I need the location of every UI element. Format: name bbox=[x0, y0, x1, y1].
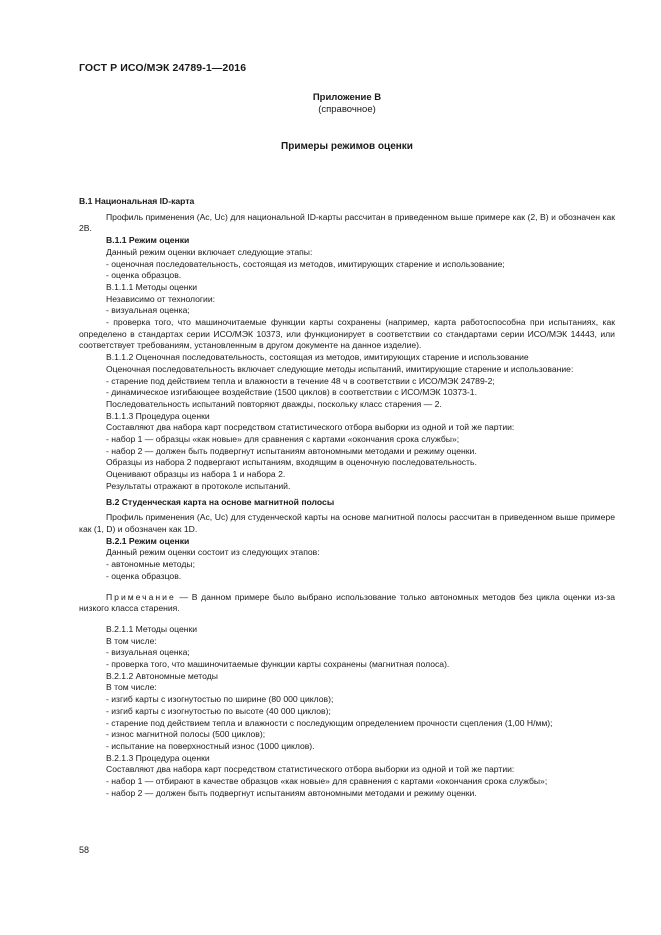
paragraph: - оценочная последовательность, состоящая из методов, имитирующих старение и использование; bbox=[106, 258, 505, 269]
paragraph: - изгиб карты с изогнутостью по высоте (40 000 циклов); bbox=[106, 705, 331, 716]
paragraph: Результаты отражают в протоколе испытаний. bbox=[106, 480, 291, 491]
note-label: Примечание bbox=[106, 591, 176, 602]
paragraph: Профиль применения (Aс, Uс) для студенческой карты на основе магнитной полосы рассчитан в приведенном выше примере как (1, D) и обозначен как 1D. bbox=[79, 512, 615, 534]
paragraph: Независимо от технологии: bbox=[106, 293, 216, 304]
page-number: 58 bbox=[79, 845, 90, 855]
paragraph: - проверка того, что машиночитаемые функции карты сохранены (например, карта работоспособна при испытаниях, как определено в стандартах серии ИСО/МЭК 10373, или функционирует в соответствии со стандартами серии ИСО/МЭК 14443, или соответствует требованиям, установленным в другом документе на данное изделие). bbox=[79, 317, 615, 351]
paragraph: - изгиб карты с изогнутостью по ширине (80 000 циклов); bbox=[106, 694, 334, 705]
annex-heading: Примеры режимов оценки bbox=[281, 141, 413, 152]
section-heading: В.2.1 Режим оценки bbox=[106, 535, 190, 546]
paragraph: - набор 1 — образцы «как новые» для сравнения с картами «окончания срока службы»; bbox=[106, 434, 460, 445]
section-heading: В.2 Студенческая карта на основе магнитной полосы bbox=[106, 496, 335, 507]
paragraph: В.1.1.2 Оценочная последовательность, состоящая из методов, имитирующих старение и использование bbox=[106, 352, 529, 363]
document-header: ГОСТ Р ИСО/МЭК 24789-1—2016 bbox=[79, 62, 247, 74]
paragraph: - оценка образцов. bbox=[106, 270, 182, 281]
paragraph: Последовательность испытаний повторяют дважды, поскольку класс старения — 2. bbox=[106, 398, 442, 409]
paragraph: - старение под действием тепла и влажности в течение 48 ч в соответствии с ИСО/МЭК 24789-2; bbox=[106, 375, 495, 386]
annex-title: Приложение В bbox=[312, 92, 382, 103]
paragraph: - оценка образцов. bbox=[106, 570, 182, 581]
paragraph: Профиль применения (Aс, Uс) для национальной ID-карты рассчитан в приведенном выше примере как (2, В) и обозначен как 2В. bbox=[79, 211, 615, 234]
paragraph: Данный режим оценки включает следующие этапы: bbox=[106, 246, 313, 257]
paragraph: Оценочная последовательность включает следующие методы испытаний, имитирующие старение и использование: bbox=[106, 363, 574, 374]
note-text: — В данном примере было выбрано использование только автономных методов без цикла оценки из-за низкого класса старения. bbox=[79, 591, 615, 614]
annex-subtitle: (справочное) bbox=[318, 104, 376, 115]
paragraph: - набор 2 — должен быть подвергнут испытаниям автономными методами и режиму оценки. bbox=[106, 787, 477, 798]
document-body bbox=[79, 196, 615, 799]
paragraph: - динамическое изгибающее воздействие (1500 циклов) в соответствии с ИСО/МЭК 10373-1. bbox=[106, 387, 477, 398]
paragraph: - визуальная оценка; bbox=[106, 647, 190, 658]
paragraph: В.1.1.3 Процедура оценки bbox=[106, 410, 210, 421]
paragraph: - старение под действием тепла и влажности с последующим определением прочности сцепления (1,00 Н/мм); bbox=[106, 717, 553, 728]
section-heading: В.1.1 Режим оценки bbox=[106, 235, 190, 246]
paragraph: Образцы из набора 2 подвергают испытаниям, входящим в оценочную последовательность. bbox=[106, 457, 477, 468]
paragraph: Составляют два набора карт посредством статистического отбора выборки из одной и той же партии: bbox=[106, 422, 515, 433]
paragraph: В.1.1.1 Методы оценки bbox=[106, 281, 198, 292]
paragraph: Составляют два набора карт посредством статистического отбора выборки из одной и той же партии: bbox=[106, 764, 515, 775]
paragraph: - набор 2 — должен быть подвергнут испытаниям автономными методами и режиму оценки. bbox=[106, 445, 477, 456]
paragraph: В.2.1.1 Методы оценки bbox=[106, 623, 198, 634]
paragraph: - проверка того, что машиночитаемые функции карты сохранены (магнитная полоса). bbox=[106, 659, 450, 670]
paragraph: - испытание на поверхностный износ (1000 циклов). bbox=[106, 740, 315, 751]
paragraph: Оценивают образцы из набора 1 и набора 2. bbox=[106, 469, 286, 480]
paragraph: - автономные методы; bbox=[106, 559, 195, 570]
paragraph: В.2.1.3 Процедура оценки bbox=[106, 752, 210, 763]
paragraph: - набор 1 — отбирают в качестве образцов «как новые» для сравнения с картами «окончания срока службы»; bbox=[106, 776, 548, 787]
paragraph: - износ магнитной полосы (500 циклов); bbox=[106, 729, 266, 740]
paragraph: В том числе: bbox=[106, 635, 157, 646]
section-heading: В.1 Национальная ID-карта bbox=[79, 196, 195, 206]
paragraph: Данный режим оценки состоит из следующих этапов: bbox=[106, 547, 320, 558]
paragraph: В том числе: bbox=[106, 682, 157, 693]
paragraph: В.2.1.2 Автономные методы bbox=[106, 670, 218, 681]
paragraph: - визуальная оценка; bbox=[106, 305, 190, 316]
note-paragraph bbox=[79, 592, 615, 615]
